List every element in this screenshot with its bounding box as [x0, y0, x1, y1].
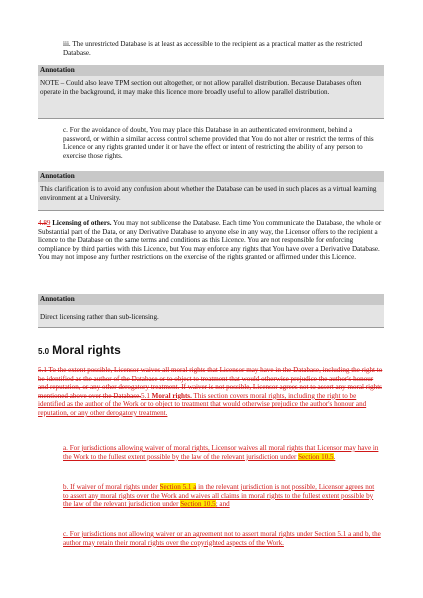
clause-iii: iii. The unrestricted Database is at least as accessible to the recipient as a practical matter as the restricted Database. — [63, 40, 363, 57]
subclause-c — [63, 530, 381, 547]
annotation-divider-3 — [38, 327, 384, 328]
clause-title: Licensing of others. — [52, 219, 112, 227]
section-ref-link[interactable]: Section 10.5 — [298, 452, 334, 461]
subclause-a — [63, 444, 381, 461]
subclause-a-text: a. For jurisdictions allowing waiver of moral rights, Licensor waives all moral rights that Licensor may have in the Work to the fullest extent possible by the law of the relevant jurisdiction under — [63, 444, 379, 461]
annotation-divider-1 — [38, 118, 384, 119]
old-clause-number: 4.8 — [38, 219, 47, 227]
annotation-divider-2 — [38, 210, 384, 211]
annotation-title-1: Annotation — [38, 65, 384, 76]
annotation-body-1: NOTE – Could also leave TPM section out altogether, or not allow parallel distribution. Because Databases often operate in the background, it may make this licence more broadly useful to allow parallel distribution. — [38, 76, 384, 118]
annotation-body-3: Direct licensing rather than sub-licensing. — [38, 305, 384, 327]
subclause-b — [63, 483, 381, 509]
subclause-b-text-2: in the relevant jurisdiction is not possible, Licensor agrees not to assert any moral rights over the Work and waives all claims in moral rights to the fullest extent possible by the law of the relevant jurisdiction under — [63, 483, 375, 509]
section-title: Moral rights — [52, 343, 121, 357]
inserted-clause-title: Moral rights. — [151, 391, 192, 400]
section-ref-link[interactable]: Section 5.1 a — [159, 483, 197, 491]
annotation-body-2: This clarification is to avoid any confusion about whether the Database can be used in such places as a virtual learning environment at a University. — [38, 182, 384, 210]
deleted-clause-text: 5.1 To the extent possible, Licensor waives all moral rights that Licensor may have in the Database, including the right to be identified as the author of the Database or to object to treatment that would otherwise prejudice the author's honour and reputation, or any other derogatory treatment. If waiver is not possible, Licensor agrees not to assert any moral rights mentioned above over the Database. — [38, 366, 383, 400]
section-ref-link[interactable]: Section 10.5 — [180, 500, 216, 509]
section-heading — [38, 343, 121, 357]
clause-text: You may not sublicense the Database. Each time You communicate the Database, the whole or Substantial part of the Data, or any Derivative Database to anyone else in any way, the Licensor offers to the recipient a licence to the Database on the same terms and conditions as this Licence. You are not responsible for enforcing compliance by third parties with this Licence, but You may enforce any rights that You have over a Derivative Database. You may not impose any further restrictions on the exercise of the rights granted or affirmed under this Licence. — [38, 219, 382, 262]
subclause-c-text: c. For jurisdictions not allowing waiver or an agreement not to assert moral rights under Section 5.1 a and b, the author may retain their moral rights over the copyrighted aspects of the Work. — [63, 530, 381, 547]
moral-rights-clause — [38, 366, 383, 418]
new-clause-number: 9 — [46, 219, 51, 227]
subclause-a-end: . — [333, 452, 336, 461]
inserted-clause-text: This section covers moral rights, including the right to be identified as the author of the Work or to object to treatment that would otherwise prejudice the author's honour and reputation, or any other derogatory treatment. — [38, 391, 367, 417]
subclause-b-text-3: ; and — [215, 500, 230, 509]
clause-licensing-of-others — [38, 219, 383, 262]
clause-c: c. For the avoidance of doubt, You may place this Database in an authenticated environment, behind a password, or within a similar access control scheme provided that You do not alter or restrict the terms of this Licence or any rights granted under it or have the effect or intent of restricting the ability of any person to exercise those rights. — [63, 126, 374, 160]
section-number: 5.0 — [38, 347, 50, 356]
subclause-b-text-1: b. If waiver of moral rights under — [63, 483, 160, 491]
inserted-clause-number: 5.1 — [141, 391, 152, 400]
annotation-title-2: Annotation — [38, 171, 384, 182]
annotation-title-3: Annotation — [38, 294, 384, 305]
